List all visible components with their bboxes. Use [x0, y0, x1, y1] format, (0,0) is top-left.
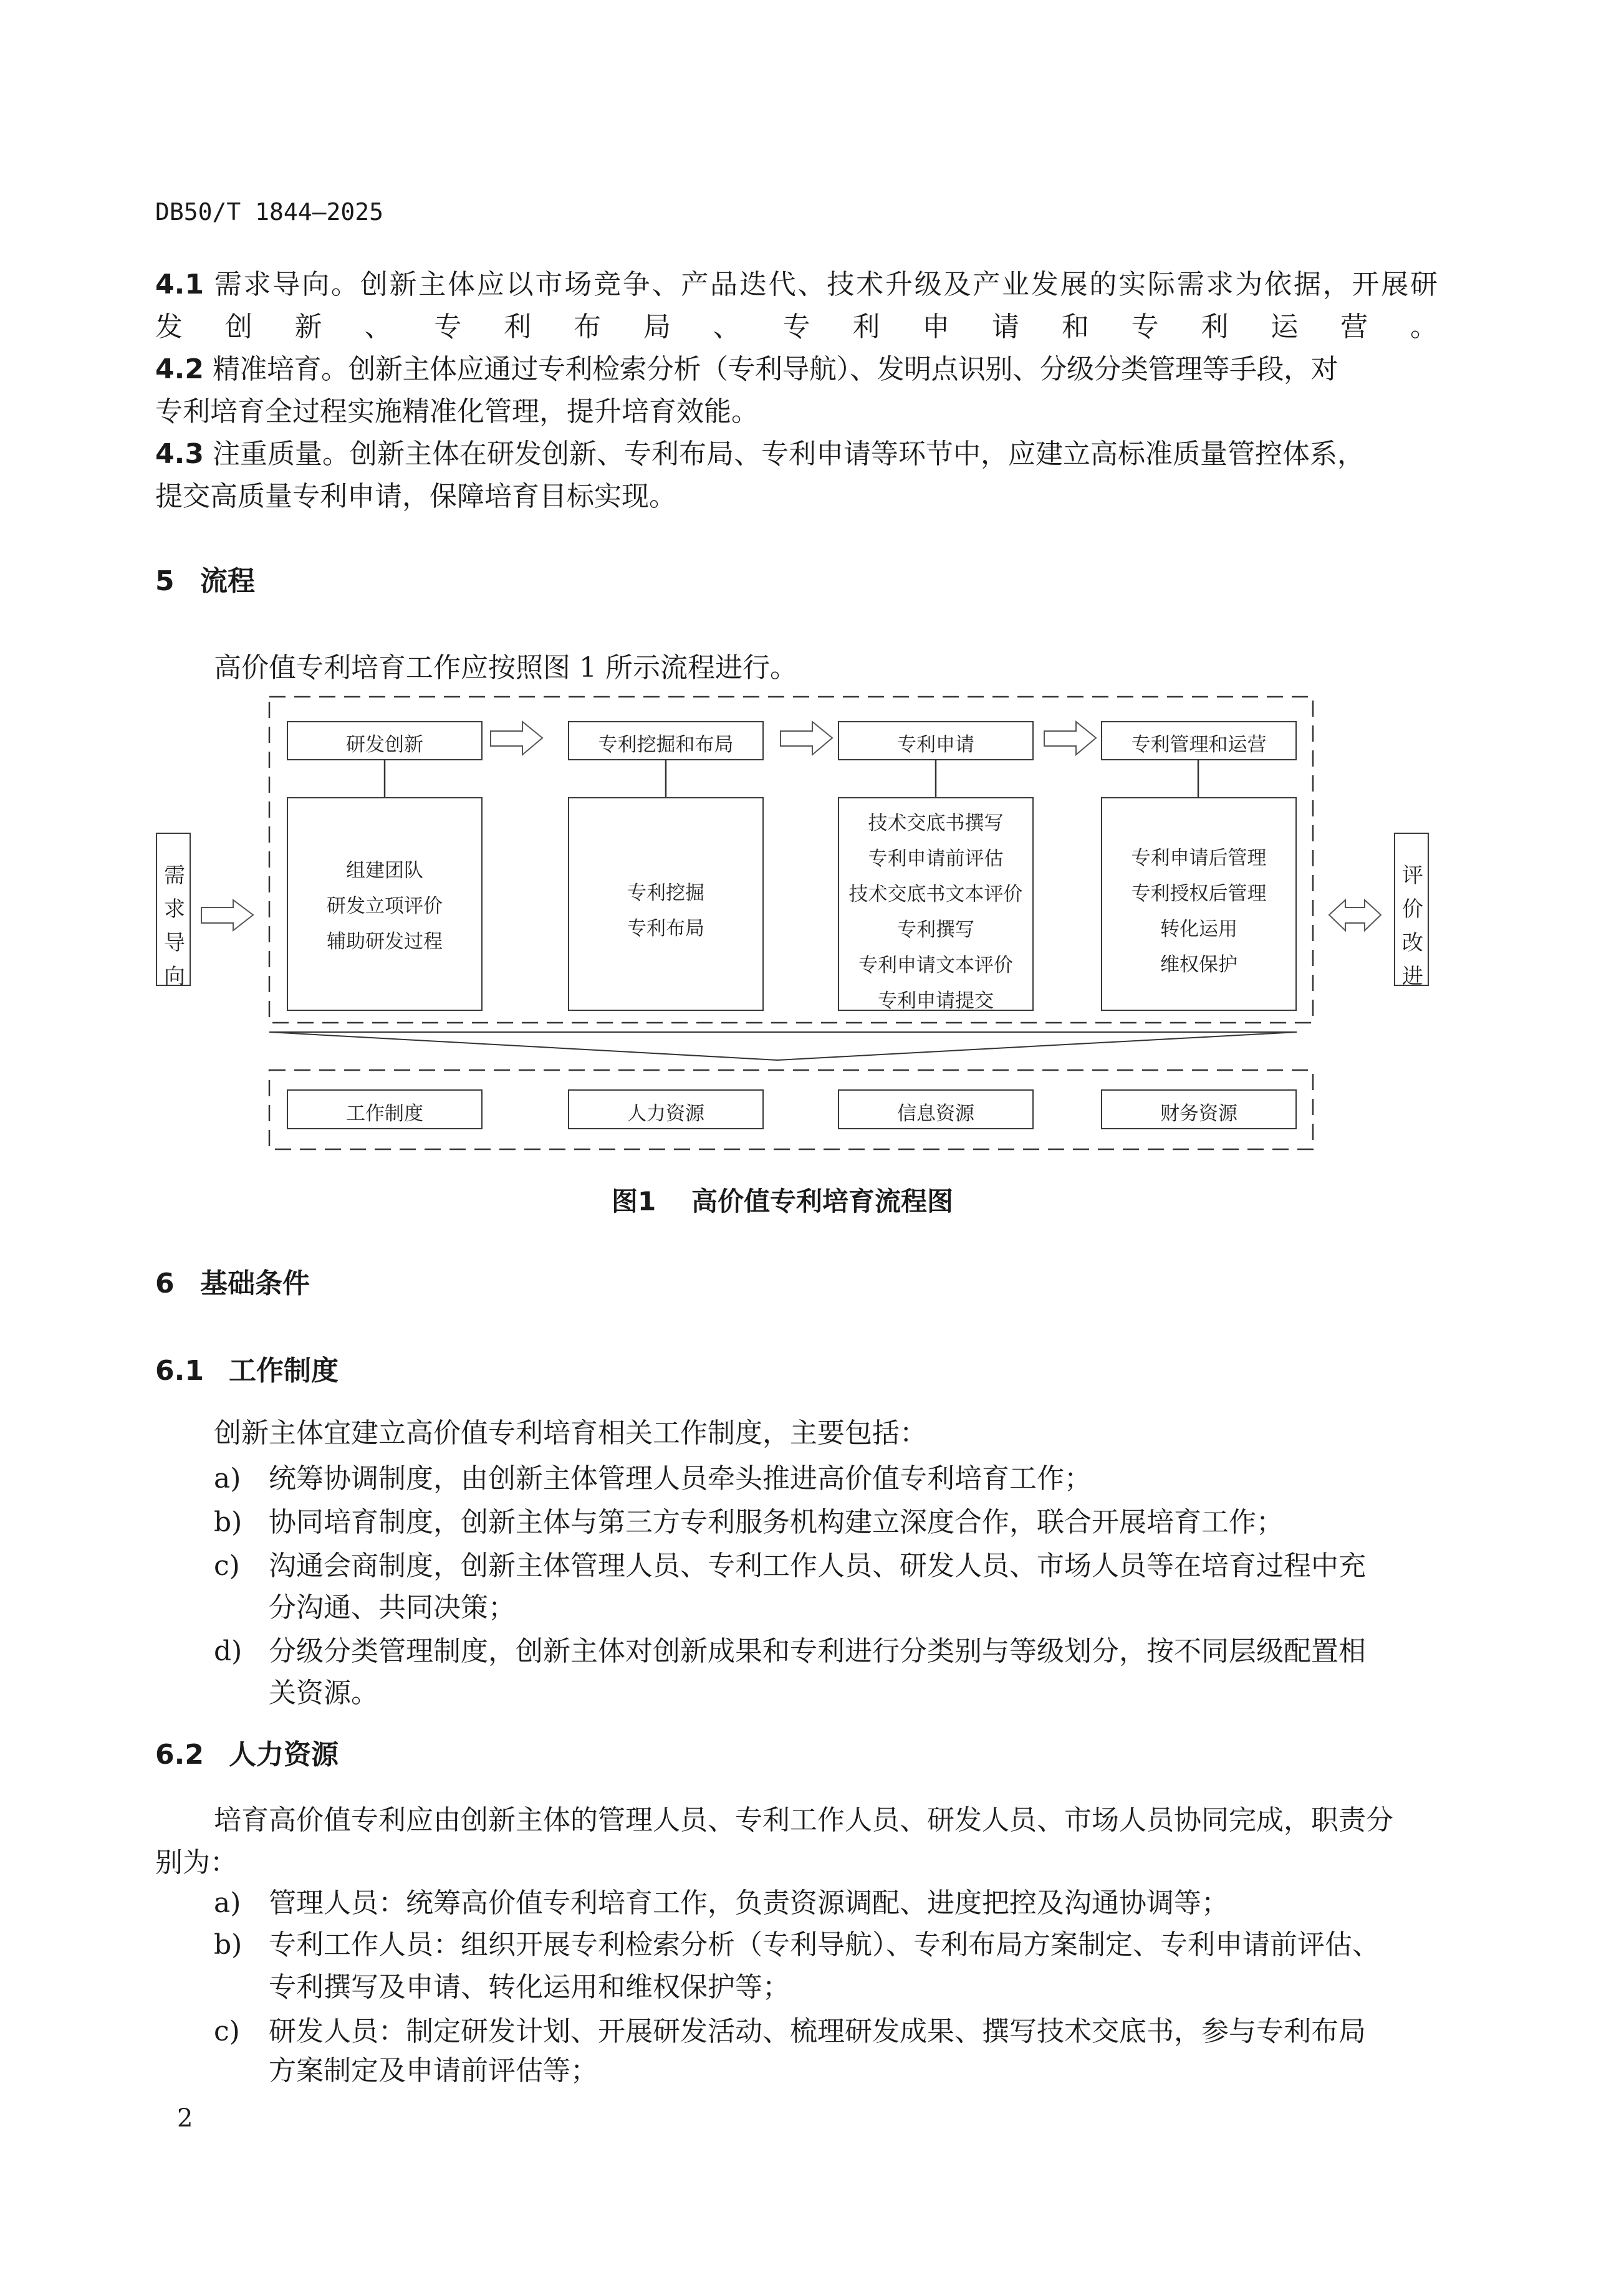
stage-item: 维权保护: [1160, 954, 1237, 976]
list-label: b): [214, 1506, 243, 1538]
resource-label: 工作制度: [346, 1103, 423, 1125]
funnel-arrow-icon: [269, 1032, 1297, 1060]
section-title: 基础条件: [200, 1268, 310, 1299]
subsection-number: 6.2: [155, 1739, 204, 1771]
stage-title-box: [1101, 721, 1297, 760]
stage-title-box: [568, 721, 764, 760]
list-item: [214, 2010, 1366, 2054]
subsection-6-2-intro-line-1: 培育高价值专利应由创新主体的管理人员、专利工作人员、研发人员、市场人员协同完成，职责分: [214, 1804, 1393, 1836]
subsection-6-2-intro-line-2: 别为：: [155, 1847, 238, 1878]
list-text: 协同培育制度，创新主体与第三方专利服务机构建立深度合作，联合开展培育工作；: [269, 1506, 1284, 1538]
list-text: 分级分类管理制度，创新主体对创新成果和专利进行分类别与等级划分，按不同层级配置相: [269, 1635, 1366, 1667]
list-label: a): [214, 1887, 241, 1919]
resource-label: 信息资源: [897, 1103, 974, 1125]
clause-number: 4.2: [155, 353, 204, 385]
list-text: 管理人员：统筹高价值专利培育工作，负责资源调配、进度把控及沟通协调等；: [269, 1887, 1229, 1919]
stage-item: 辅助研发过程: [327, 930, 443, 953]
resource-box: [568, 1089, 764, 1129]
stage-detail-box: [568, 797, 764, 1011]
caption-number: 图1: [612, 1186, 656, 1217]
list-text: 专利工作人员：组织开展专利检索分析（专利导航）、专利布局方案制定、专利申请前评估、: [269, 1929, 1380, 1961]
list-label: b): [214, 1929, 243, 1961]
stage-detail-box: [838, 797, 1034, 1011]
stage-title: 研发创新: [346, 734, 423, 756]
clause-text: 注重质量。创新主体在研发创新、专利布局、专利申请等环节中，应建立高标准质量管控体系，: [213, 438, 1365, 470]
list-item: [214, 1882, 1229, 1925]
clause-number: 4.3: [155, 438, 204, 470]
list-item-continuation: 分沟通、共同决策；: [269, 1592, 516, 1624]
list-item-continuation: 关资源。: [269, 1677, 378, 1709]
page-number: 2: [177, 2104, 193, 2133]
list-item: [214, 1923, 1380, 1967]
subsection-6-1-heading: [155, 1349, 339, 1393]
stage-item: 专利申请文本评价: [858, 954, 1013, 977]
right-arrow-icon: [1044, 722, 1096, 755]
list-label: c): [214, 2016, 240, 2047]
stage-title: 专利挖掘和布局: [598, 734, 734, 756]
list-item-continuation: 专利撰写及申请、转化运用和维权保护等；: [269, 1971, 790, 2003]
right-arrow-icon: [201, 900, 253, 930]
stage-item: 技术交底书撰写: [868, 812, 1004, 835]
stage-item: 专利布局: [627, 917, 704, 940]
figure-caption: [612, 1180, 953, 1223]
stage-item: 专利撰写: [897, 919, 974, 941]
stage-item: 专利授权后管理: [1131, 883, 1267, 905]
caption-title: 高价值专利培育流程图: [691, 1186, 954, 1217]
list-item: [214, 1544, 1366, 1588]
clause-text: 提交高质量专利申请，保障培育目标实现。: [155, 481, 676, 512]
list-label: c): [214, 1550, 240, 1582]
clause-text: 精准培育。创新主体应通过专利检索分析（专利导航）、发明点识别、分级分类管理等手段，对: [213, 353, 1338, 385]
section-title: 流程: [200, 565, 255, 597]
section-6-heading: [155, 1262, 310, 1306]
subsection-number: 6.1: [155, 1355, 204, 1387]
demand-orientation-box: [156, 833, 191, 989]
clause-text: 专利培育全过程实施精准化管理，提升培育效能。: [155, 396, 759, 428]
clause-text: 发创新、专利布局、专利申请和专利运营。: [155, 311, 1438, 343]
list-label: d): [214, 1635, 243, 1667]
stage-title: 专利申请: [897, 734, 974, 756]
section-5-intro: 高价值专利培育工作应按照图 1 所示流程进行。: [214, 652, 797, 684]
list-label: a): [214, 1463, 241, 1495]
stage-item: 转化运用: [1160, 918, 1237, 940]
stage-title-box: [838, 721, 1034, 760]
right-arrow-icon: [781, 722, 832, 755]
stage-item: 专利挖掘: [627, 882, 704, 904]
resource-box: [838, 1089, 1034, 1129]
subsection-title: 工作制度: [229, 1355, 339, 1387]
document-number: DB50/T 1844—2025: [155, 198, 384, 226]
subsection-6-2-heading: [155, 1733, 339, 1777]
side-box-label: 评价改进: [1402, 863, 1423, 989]
list-text: 研发人员：制定研发计划、开展研发活动、梳理研发成果、撰写技术交底书，参与专利布局: [269, 2016, 1366, 2047]
right-arrow-icon: [491, 722, 542, 755]
stage-item: 专利申请后管理: [1131, 847, 1267, 869]
double-arrow-icon: [1329, 900, 1381, 930]
list-text: 统筹协调制度，由创新主体管理人员牵头推进高价值专利培育工作；: [269, 1463, 1092, 1495]
clause-text: 需求导向。创新主体应以市场竞争、产品迭代、技术升级及产业发展的实际需求为依据，开展研: [213, 269, 1438, 300]
list-item: [214, 1457, 1092, 1501]
list-text: 沟通会商制度，创新主体管理人员、专利工作人员、研发人员、市场人员等在培育过程中充: [269, 1550, 1366, 1582]
stage-item: 专利申请提交: [878, 990, 994, 1012]
resource-box: [1101, 1089, 1297, 1129]
stage-item: 专利申请前评估: [868, 848, 1004, 870]
stage-title: 专利管理和运营: [1131, 734, 1267, 756]
subsection-title: 人力资源: [229, 1739, 339, 1771]
stage-title-box: [287, 721, 483, 760]
evaluation-improvement-box: [1394, 833, 1429, 989]
stage-item: 研发立项评价: [327, 895, 443, 917]
resource-label: 财务资源: [1160, 1103, 1237, 1125]
subsection-6-1-intro: 创新主体宜建立高价值专利培育相关工作制度，主要包括：: [214, 1417, 927, 1449]
list-item-continuation: 方案制定及申请前评估等；: [269, 2055, 598, 2087]
clause-number: 4.1: [155, 269, 204, 300]
stage-detail-box: [287, 797, 483, 1011]
stage-item: 组建团队: [346, 859, 423, 882]
list-item: [214, 1630, 1366, 1673]
side-box-label: 需求导向: [164, 863, 185, 989]
section-number: 6: [155, 1268, 175, 1299]
resource-label: 人力资源: [627, 1103, 704, 1125]
list-item: [214, 1501, 1284, 1544]
section-number: 5: [155, 565, 175, 597]
resource-box: [287, 1089, 483, 1129]
stage-detail-box: [1101, 797, 1297, 1011]
stage-item: 技术交底书文本评价: [848, 883, 1023, 906]
